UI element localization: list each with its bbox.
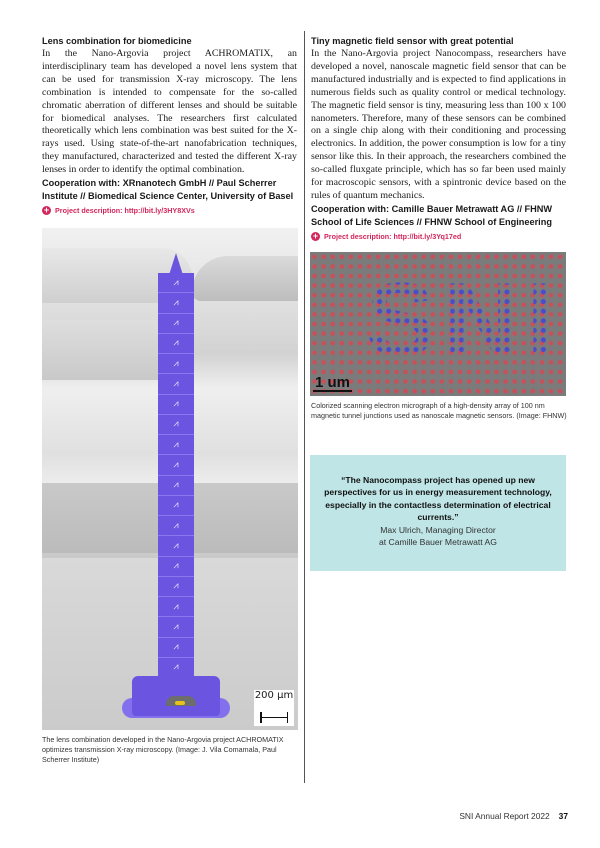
left-article	[42, 35, 297, 215]
lens-segment: ⩘	[158, 435, 194, 455]
lens-segment: ⩘	[158, 476, 194, 496]
left-article-body: In the Nano-Argovia project ACHROMATIX, an interdisciplinary team has developed a novel lens system that can be used for transmission X-ray microscopy. The lens combination is intended to compensate for the so-called chromatic aberration of different lenses and should be suitable for biomedical analyses. The researchers first calculated theoretically which lens combination was best suited for the X-rays used. Using state-of-the-art nanofabrication techniques, they manufactured, characterized and tested the different X-ray lenses in order to identify the optimal combination.	[42, 48, 297, 176]
right-article-heading: Tiny magnetic field sensor with great potential	[311, 36, 514, 46]
column-divider	[304, 31, 305, 783]
lens-segment: ⩘	[158, 354, 194, 374]
left-article-heading: Lens combination for biomedicine	[42, 36, 192, 46]
right-project-link[interactable]	[311, 232, 566, 241]
tower-base-sample	[175, 701, 185, 705]
lens-segment: ⩘	[158, 455, 194, 475]
lens-segment: ⩘	[158, 415, 194, 435]
left-project-link-text[interactable]: Project description: http://bit.ly/3HY8XVs	[55, 206, 195, 216]
plus-circle-icon: +	[43, 205, 50, 216]
sni-letters-pattern: SNI	[366, 262, 564, 378]
scale-label-1um: 1 um	[315, 374, 351, 391]
lens-segment: ⩘	[158, 314, 194, 334]
magnetic-caption-text: Colorized scanning electron micrograph of a high-density array of 100 nm magnetic tunnel junctions used as nanoscale magnetic sensors. (Image: FHNW)	[311, 401, 567, 420]
lens-caption-text: The lens combination developed in the Nano-Argovia project ACHROMATIX optimizes transmission X-ray microscopy. (Image: J. Vila Comamala, Paul Scherrer Institute)	[42, 735, 284, 764]
scale-bar-line	[260, 717, 288, 719]
quote-text: “The Nanocompass project has opened up new perspectives for us in energy measurement technology, especially in the contactless determination of electrical currents.”	[324, 475, 552, 523]
right-article-body: In the Nano-Argovia project Nanocompass, researchers have developed a novel, nanoscale magnetic field sensor that can be manufactured industrially and is expected to find applications in numerous fields such as quality control or medical technology. The magnetic field sensor is tiny, measuring less than 100 x 100 nanometers. Therefore, many of these sensors can be combined on a single chip along with their conditioning and processing electronics. In addition, the power consumption is low for a tiny sensor like this. In their approach, the researchers combined the so-called fluxgate principle, which has so far been used mainly for macroscopic sensors, with a spintronic device based on the rules of quantum mechanics.	[311, 48, 566, 201]
page-footer	[459, 811, 568, 821]
lens-segment: ⩘	[158, 374, 194, 394]
scale-label: 200 µm	[254, 690, 294, 701]
lens-segment: ⩘	[158, 658, 194, 678]
lens-segment: ⩘	[158, 516, 194, 536]
lens-figure-caption	[42, 735, 300, 765]
magnetic-sensor-micrograph	[310, 252, 566, 396]
quote-box	[310, 455, 566, 571]
lens-segment: ⩘	[158, 293, 194, 313]
page-number: 37	[558, 811, 568, 821]
lens-segment: ⩘	[158, 536, 194, 556]
right-article-cooperation: Cooperation with: Camille Bauer Metrawatt AG // FHNW School of Life Sciences // FHNW School of Engineering	[311, 203, 553, 227]
right-article	[311, 35, 566, 241]
magnetic-figure-caption	[311, 401, 569, 421]
plus-circle-icon: +	[312, 230, 319, 241]
lens-tower-photo	[42, 228, 298, 730]
lens-segment: ⩘	[158, 638, 194, 658]
quote-author-name: Max Ulrich, Managing Director	[380, 524, 496, 535]
lens-segment: ⩘	[158, 496, 194, 516]
lens-segment: ⩘	[158, 334, 194, 354]
quote-author-company: at Camille Bauer Metrawatt AG	[379, 537, 497, 548]
publication-title: SNI Annual Report 2022	[459, 811, 550, 821]
lens-segment: ⩘	[158, 577, 194, 597]
lens-segment: ⩘	[158, 617, 194, 637]
lens-segment: ⩘	[158, 395, 194, 415]
lens-segment: ⩘	[158, 273, 194, 293]
background-rock	[192, 256, 298, 301]
left-project-link[interactable]	[42, 206, 297, 215]
lens-tower	[158, 273, 194, 678]
left-article-cooperation: Cooperation with: XRnanotech GmbH // Paul Scherrer Institute // Biomedical Science Center, University of Basel	[42, 178, 294, 202]
lens-segment: ⩘	[158, 597, 194, 617]
right-project-link-text[interactable]: Project description: http://bit.ly/3Yq17ed	[324, 231, 462, 241]
tower-tip	[169, 253, 183, 275]
lens-segment: ⩘	[158, 557, 194, 577]
scale-bar-200um	[254, 690, 294, 726]
